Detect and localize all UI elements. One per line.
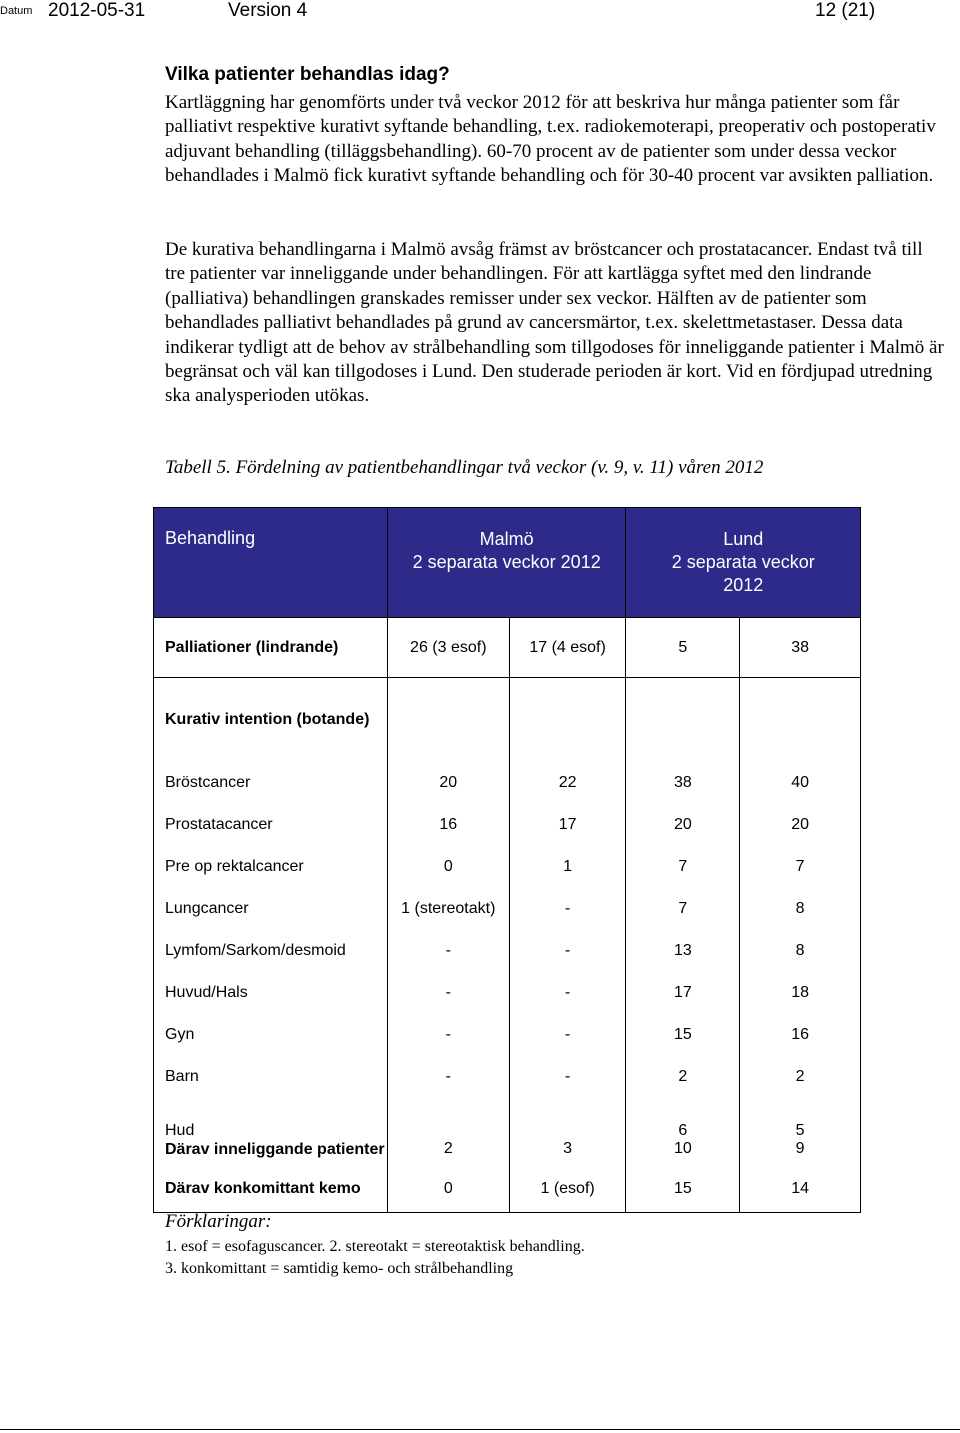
cell-lund-1: 17 <box>626 972 740 1014</box>
row-label: Gyn <box>154 1014 388 1056</box>
cell-lund-1: 10 <box>626 1140 740 1180</box>
cell-lund-1: 15 <box>626 1014 740 1056</box>
row-label: Lymfom/Sarkom/desmoid <box>154 930 388 972</box>
cell-malmo-2: 3 <box>509 1140 626 1180</box>
legend-line-1: 1. esof = esofaguscancer. 2. stereotakt = stereotaktisk behandling. <box>165 1238 585 1255</box>
cell-lund-2: 20 <box>740 804 861 846</box>
row-label: Kurativ intention (botande) <box>154 678 388 763</box>
header-malmo <box>387 508 626 618</box>
header-version: Version 4 <box>228 0 308 21</box>
section-heading: Vilka patienter behandlas idag? <box>165 64 450 85</box>
cell-malmo-2: 1 <box>509 846 626 888</box>
cell-lund-1: 7 <box>626 888 740 930</box>
cell-malmo-1: 0 <box>387 1180 509 1213</box>
table-row-kurativ <box>154 678 861 763</box>
table-row <box>154 1014 861 1056</box>
paragraph-2 <box>165 238 945 409</box>
cell-malmo-1: 16 <box>387 804 509 846</box>
cell-malmo-2: - <box>509 888 626 930</box>
row-label: Huvud/Hals <box>154 972 388 1014</box>
cell-malmo-2: 22 <box>509 762 626 804</box>
cell-lund-2: 8 <box>740 930 861 972</box>
cell-malmo-1: 0 <box>387 846 509 888</box>
cell-lund-2: 18 <box>740 972 861 1014</box>
cell-lund-1: 13 <box>626 930 740 972</box>
header-lund-year: 2012 <box>723 575 764 595</box>
cell-lund-2: 40 <box>740 762 861 804</box>
cell-malmo-1: 1 (stereotakt) <box>387 888 509 930</box>
cell-malmo-1: - <box>387 1056 509 1098</box>
cell-malmo-2: - <box>509 972 626 1014</box>
table-row <box>154 888 861 930</box>
table-row-hud <box>154 1098 861 1140</box>
cell-lund-1: 15 <box>626 1180 740 1213</box>
row-label: Därav inneliggande patienter <box>154 1140 388 1180</box>
cell-lund-2: 9 <box>740 1140 861 1180</box>
header-malmo-title: Malmö <box>479 529 534 549</box>
cell-malmo-2: 1 (esof) <box>509 1180 626 1213</box>
cell-malmo-2: - <box>509 1056 626 1098</box>
legend-line-2: 3. konkomittant = samtidig kemo- och strålbehandling <box>165 1260 514 1277</box>
table-row-konkomittant <box>154 1180 861 1213</box>
cell-lund-1: 38 <box>626 762 740 804</box>
table-row <box>154 930 861 972</box>
row-label: Bröstcancer <box>154 762 388 804</box>
row-label: Hud <box>154 1098 388 1140</box>
header-date-label: Datum <box>0 5 33 17</box>
cell-lund-2: 14 <box>740 1180 861 1213</box>
cell-malmo-2 <box>509 1098 626 1140</box>
cell-malmo-1 <box>387 1098 509 1140</box>
legend-title: Förklaringar: <box>165 1211 272 1232</box>
row-label: Palliationer (lindrande) <box>154 618 388 678</box>
table-row-palliation <box>154 618 861 678</box>
table-row <box>154 972 861 1014</box>
table-row-inneliggande <box>154 1140 861 1180</box>
row-label: Pre op rektalcancer <box>154 846 388 888</box>
paragraph-1 <box>165 91 945 189</box>
cell-lund-2: 38 <box>740 618 861 678</box>
table-caption: Tabell 5. Fördelning av patientbehandlingar två veckor (v. 9, v. 11) våren 2012 <box>165 457 764 478</box>
cell-lund-1: 6 <box>626 1098 740 1140</box>
cell-lund-1: 5 <box>626 618 740 678</box>
cell-malmo-1: 20 <box>387 762 509 804</box>
header-page-number: 12 (21) <box>815 0 876 21</box>
header-lund-title: Lund <box>723 529 764 549</box>
table-row <box>154 1056 861 1098</box>
cell-lund-2: 7 <box>740 846 861 888</box>
row-label: Därav konkomittant kemo <box>154 1180 388 1213</box>
page-header <box>0 0 960 26</box>
treatment-table <box>153 507 861 1213</box>
cell-lund-2: 8 <box>740 888 861 930</box>
paragraph-2-text: De kurativa behandlingarna i Malmö avsåg främst av bröstcancer och prostatacancer. Endast två till tre patienter var inneliggande under behandlingen. För att kartlägga syftet med den lindrande (palliativa) behandlingen granskades remisser under sex veckor. Hälften av de patienter som behandlades palliativt behandlades på grund av cancersmärtor, t.ex. skelettmetastaser. Dessa data indikerar tydligt att de behov av strålbehandling som tillgodoses för inneliggande patienter i Malmö är begränsat och väl kan tillgodoses i Lund. Den studerade perioden är kort. Vid en fördjupad utredning ska analysperioden utökas. <box>165 239 944 407</box>
row-label: Barn <box>154 1056 388 1098</box>
cell-malmo-2: - <box>509 930 626 972</box>
cell-lund-2: 2 <box>740 1056 861 1098</box>
cell-malmo-2: 17 <box>509 804 626 846</box>
cell-lund-1: 2 <box>626 1056 740 1098</box>
table-row <box>154 762 861 804</box>
cell-lund-2: 5 <box>740 1098 861 1140</box>
header-lund-period: 2 separata veckor <box>671 552 815 572</box>
cell-malmo-2: 17 (4 esof) <box>509 618 626 678</box>
header-behandling: Behandling <box>154 508 388 618</box>
cell-lund-2: 16 <box>740 1014 861 1056</box>
table-row <box>154 846 861 888</box>
cell-malmo-1: 26 (3 esof) <box>387 618 509 678</box>
table-header-row <box>154 508 861 618</box>
row-label: Lungcancer <box>154 888 388 930</box>
cell-malmo-1: - <box>387 1014 509 1056</box>
cell-lund-1: 7 <box>626 846 740 888</box>
legend <box>165 1211 585 1280</box>
header-lund <box>626 508 861 618</box>
cell-lund-1: 20 <box>626 804 740 846</box>
cell-malmo-2: - <box>509 1014 626 1056</box>
footer-divider <box>0 1429 960 1430</box>
cell-malmo-1: 2 <box>387 1140 509 1180</box>
table-row <box>154 804 861 846</box>
cell-malmo-1: - <box>387 972 509 1014</box>
header-date: 2012-05-31 <box>48 0 146 21</box>
cell-malmo-1: - <box>387 930 509 972</box>
header-malmo-period: 2 separata veckor 2012 <box>412 552 601 572</box>
row-label: Prostatacancer <box>154 804 388 846</box>
paragraph-1-text: Kartläggning har genomförts under två veckor 2012 för att beskriva hur många patienter som får palliativt respektive kurativt syftande behandling, t.ex. radiokemoterapi, preoperativ och postoperativ adjuvant behandling (tilläggsbehandling). 60-70 procent av de patienter som under dessa veckor behandlades i Malmö fick kurativt syftande behandling och för 30-40 procent var avsikten palliation. <box>165 92 936 187</box>
